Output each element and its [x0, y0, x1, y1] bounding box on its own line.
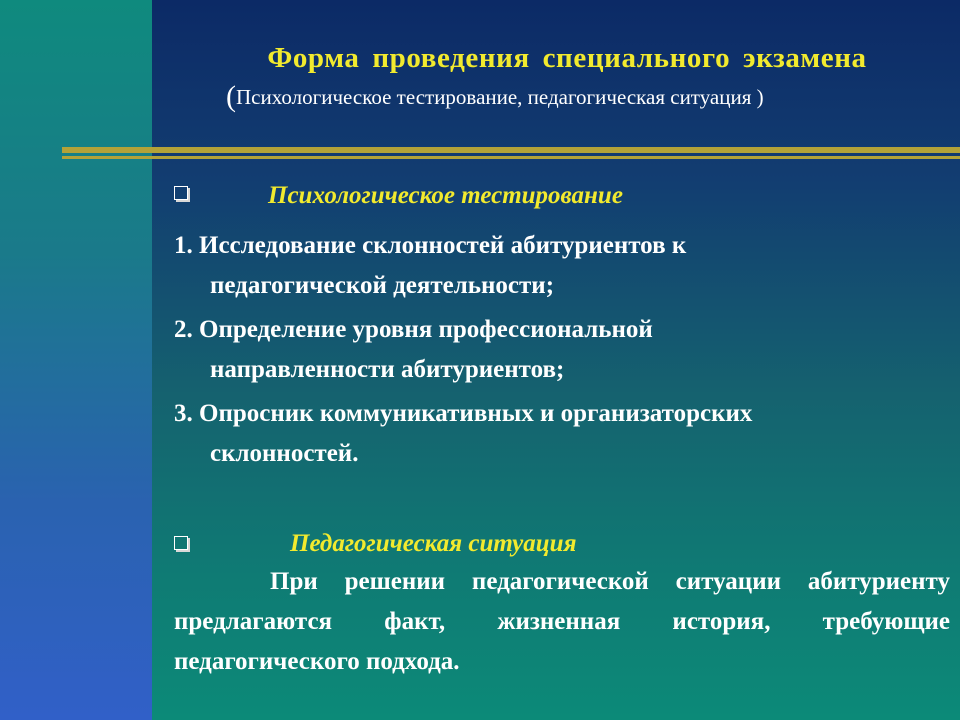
list-item — [174, 310, 934, 390]
list-item-line: 3. Опросник коммуникативных и организаторских — [174, 400, 753, 427]
subtitle-open-paren: ( — [226, 80, 236, 113]
title-divider-thin — [62, 156, 960, 159]
list-item — [174, 394, 934, 474]
list-item-line: склонностей. — [210, 440, 359, 467]
hollow-square-bullet-icon — [174, 186, 188, 200]
section-bullet — [174, 186, 188, 207]
section-heading-situation: Педагогическая ситуация — [290, 530, 577, 557]
list-item-line: направленности абитуриентов; — [210, 356, 565, 383]
situation-paragraph — [174, 562, 950, 682]
hollow-square-bullet-icon — [174, 536, 188, 550]
situation-paragraph-text: При решении педагогической ситуации абитуриенту предлагаются факт, жизненная история, требующие педагогического подхода. — [174, 568, 950, 675]
list-item-line: 2. Определение уровня профессиональной — [174, 316, 653, 343]
list-item — [174, 226, 934, 306]
section-heading-testing: Психологическое тестирование — [268, 182, 623, 209]
subtitle-text: Психологическое тестирование, педагогическая ситуация ) — [236, 85, 764, 109]
left-accent-strip — [0, 0, 152, 720]
slide-subtitle — [226, 80, 764, 114]
section-bullet — [174, 536, 188, 557]
title-divider-thick — [62, 147, 960, 153]
list-item-line: педагогической деятельности; — [210, 272, 555, 299]
slide-title: Форма проведения специального экзамена — [267, 42, 867, 74]
list-item-line: 1. Исследование склонностей абитуриентов к — [174, 232, 687, 259]
